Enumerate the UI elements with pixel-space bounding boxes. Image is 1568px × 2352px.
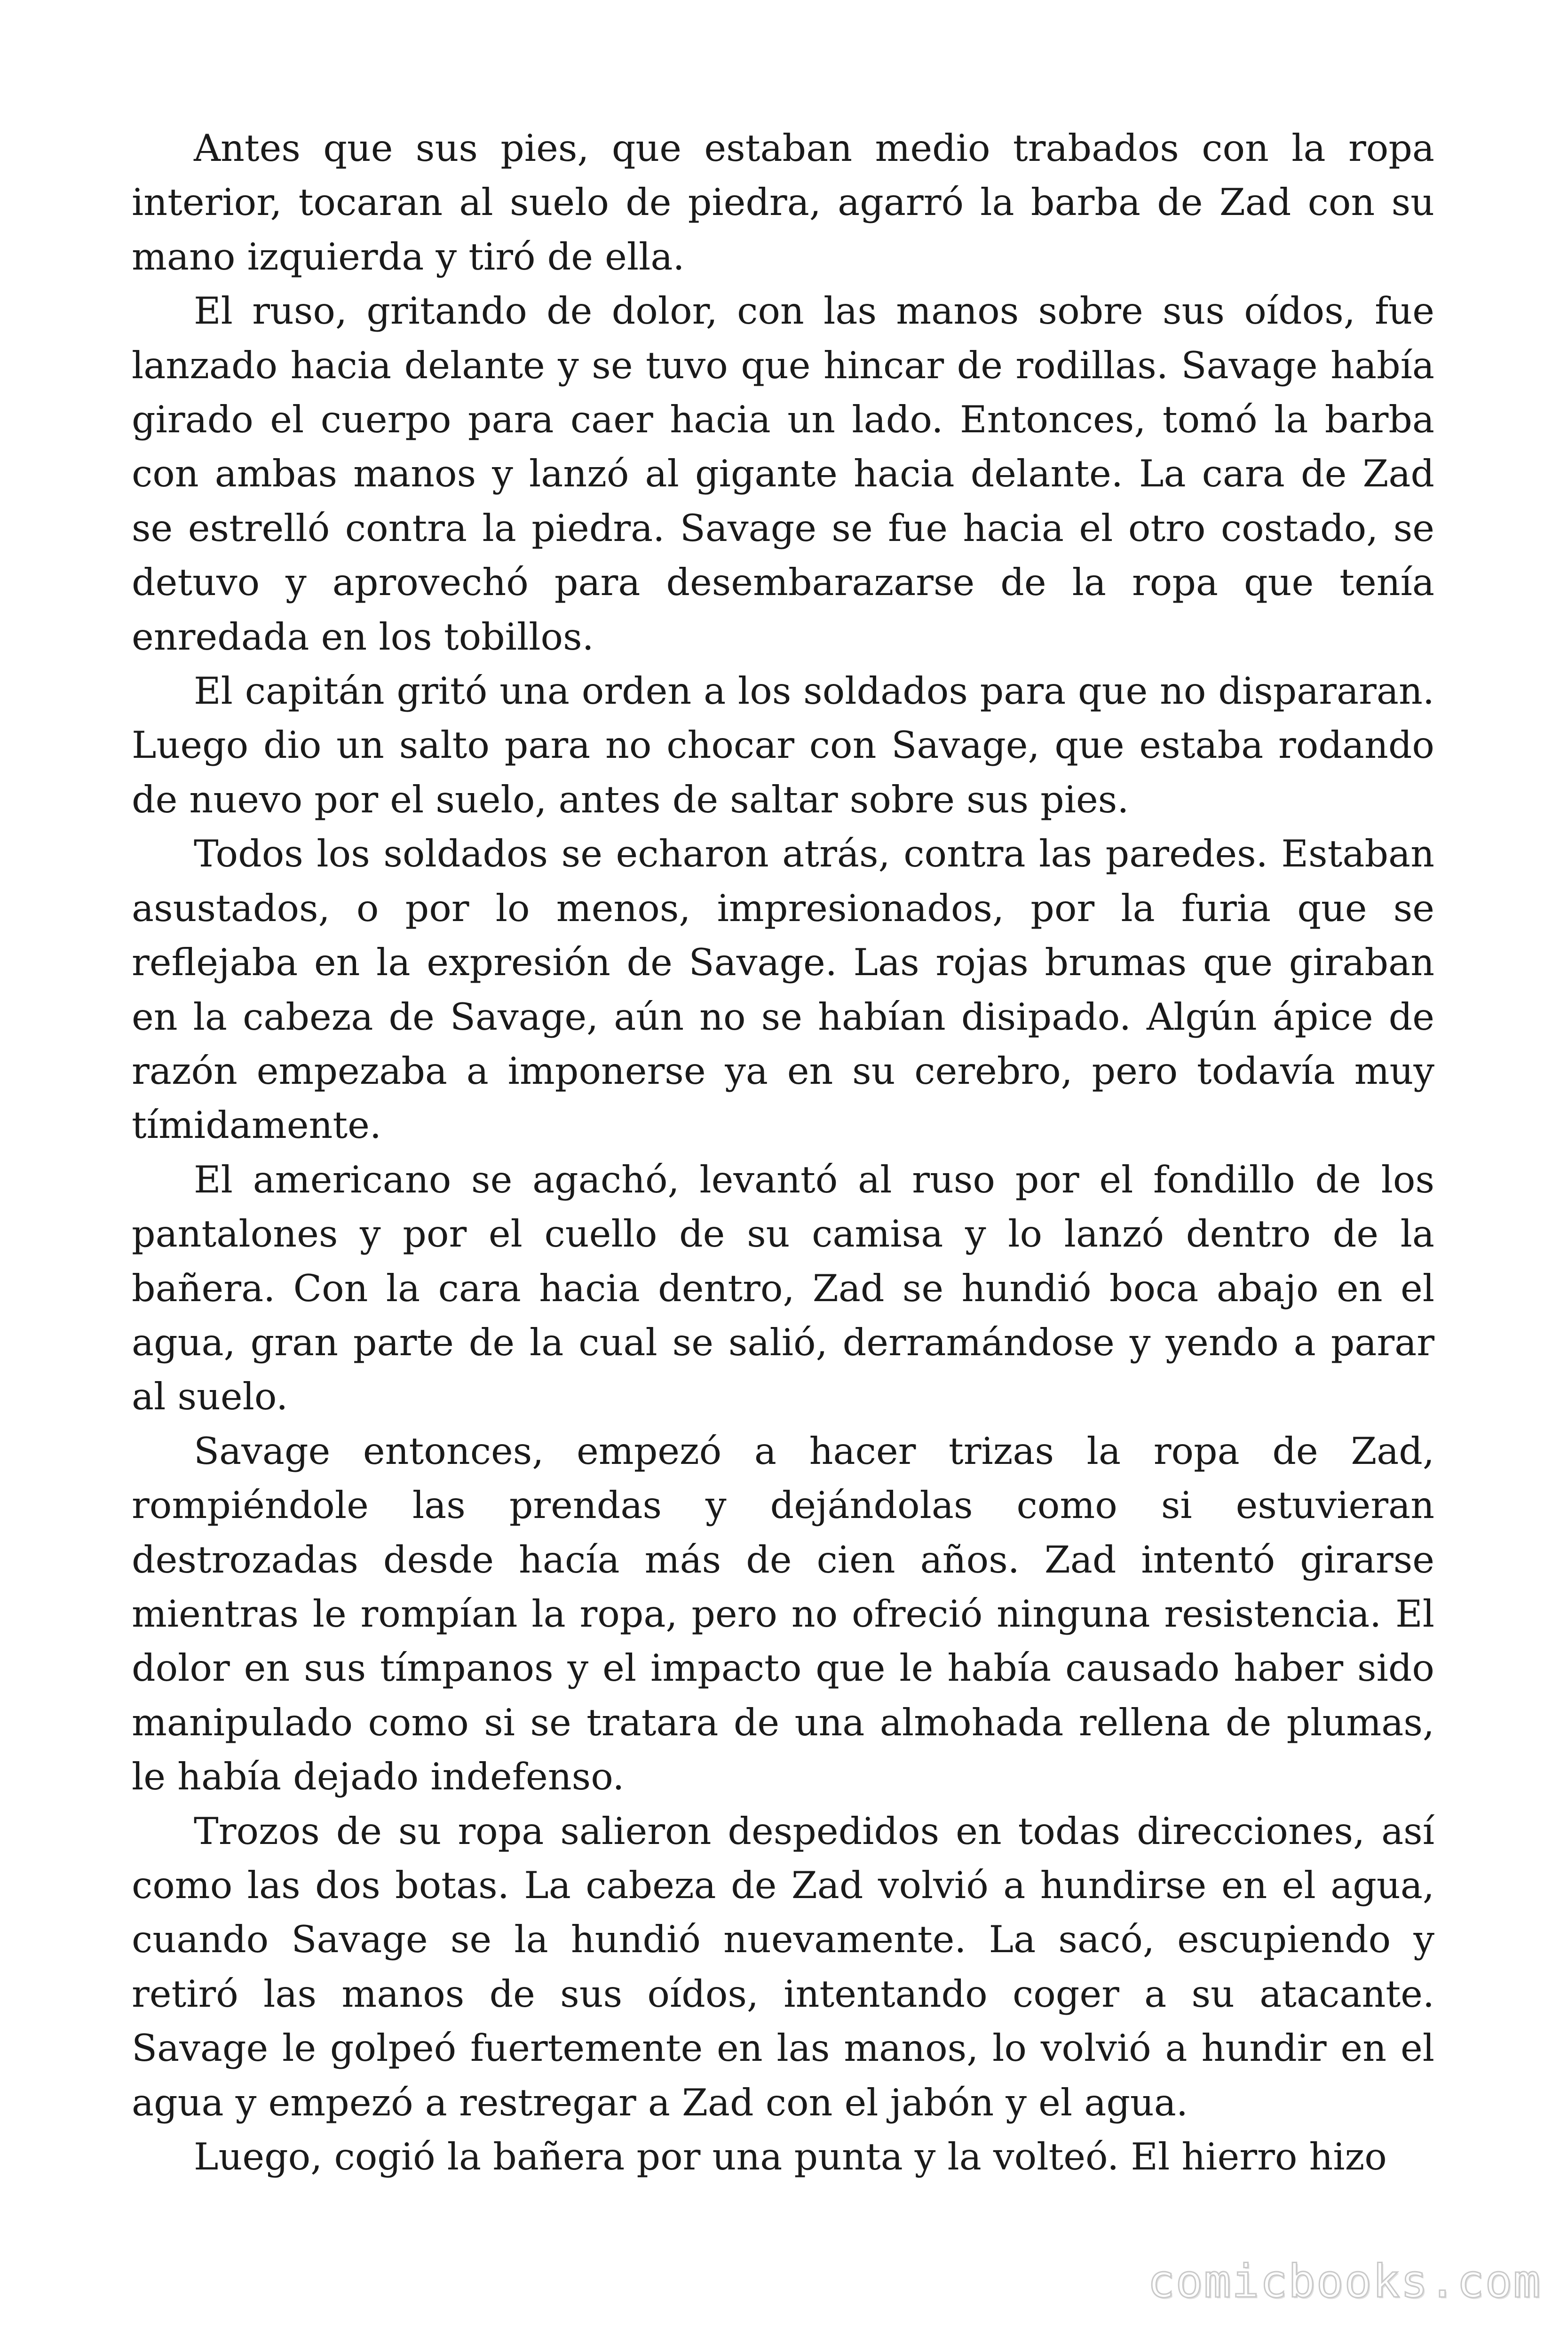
paragraph: Trozos de su ropa salieron despedidos en todas direcciones, así como las dos botas. La cabeza de Zad volvió a hundirse en el agua, cuando Savage se la hundió nuevamente. La sacó, escupiendo y retiró las manos de sus oídos, intentando coger a su atacante. Savage le golpeó fuertemente en las manos, lo volvió a hundir en el agua y empezó a restregar a Zad con el jabón y el agua.	[132, 1809, 1434, 2124]
watermark-logo: comicbooks.com	[1148, 2255, 1542, 2308]
paragraph: El americano se agachó, levantó al ruso por el fondillo de los pantalones y por el cuello de su camisa y lo lanzó dentro de la bañera. Con la cara hacia dentro, Zad se hundió boca abajo en el agua, gran parte de la cual se salió, derramándose y yendo a parar al suelo.	[132, 1158, 1434, 1419]
paragraph: El capitán gritó una orden a los soldados para que no dispararan. Luego dio un salto para no chocar con Savage, que estaba rodando de nuevo por el suelo, antes de saltar sobre sus pies.	[132, 669, 1434, 821]
paragraph: Antes que sus pies, que estaban medio trabados con la ropa interior, tocaran al suelo de piedra, agarró la barba de Zad con su mano izquierda y tiró de ella.	[132, 127, 1434, 278]
paragraph: El ruso, gritando de dolor, con las manos sobre sus oídos, fue lanzado hacia delante y se tuvo que hincar de rodillas. Savage había girado el cuerpo para caer hacia un lado. Entonces, tomó la barba con ambas manos y lanzó al gigante hacia delante. La cara de Zad se estrelló contra la piedra. Savage se fue hacia el otro costado, se detuvo y aprovechó para desembarazarse de la ropa que tenía enredada en los tobillos.	[132, 289, 1434, 659]
paragraph: Luego, cogió la bañera por una punta y la volteó. El hierro hizo	[194, 2135, 1387, 2179]
body-text	[132, 121, 1434, 2184]
paragraph: Savage entonces, empezó a hacer trizas la ropa de Zad, rompiéndole las prendas y dejándolas como si estuvieran destrozadas desde hacía más de cien años. Zad intentó girarse mientras le rompían la ropa, pero no ofreció ninguna resistencia. El dolor en sus tímpanos y el impacto que le había causado haber sido manipulado como si se tratara de una almohada rellena de plumas, le había dejado indefenso.	[132, 1429, 1434, 1799]
paragraph: Todos los soldados se echaron atrás, contra las paredes. Estaban asustados, o por lo menos, impresionados, por la furia que se reflejaba en la expresión de Savage. Las rojas brumas que giraban en la cabeza de Savage, aún no se habían disipado. Algún ápice de razón empezaba a imponerse ya en su cerebro, pero todavía muy tímidamente.	[132, 832, 1434, 1147]
